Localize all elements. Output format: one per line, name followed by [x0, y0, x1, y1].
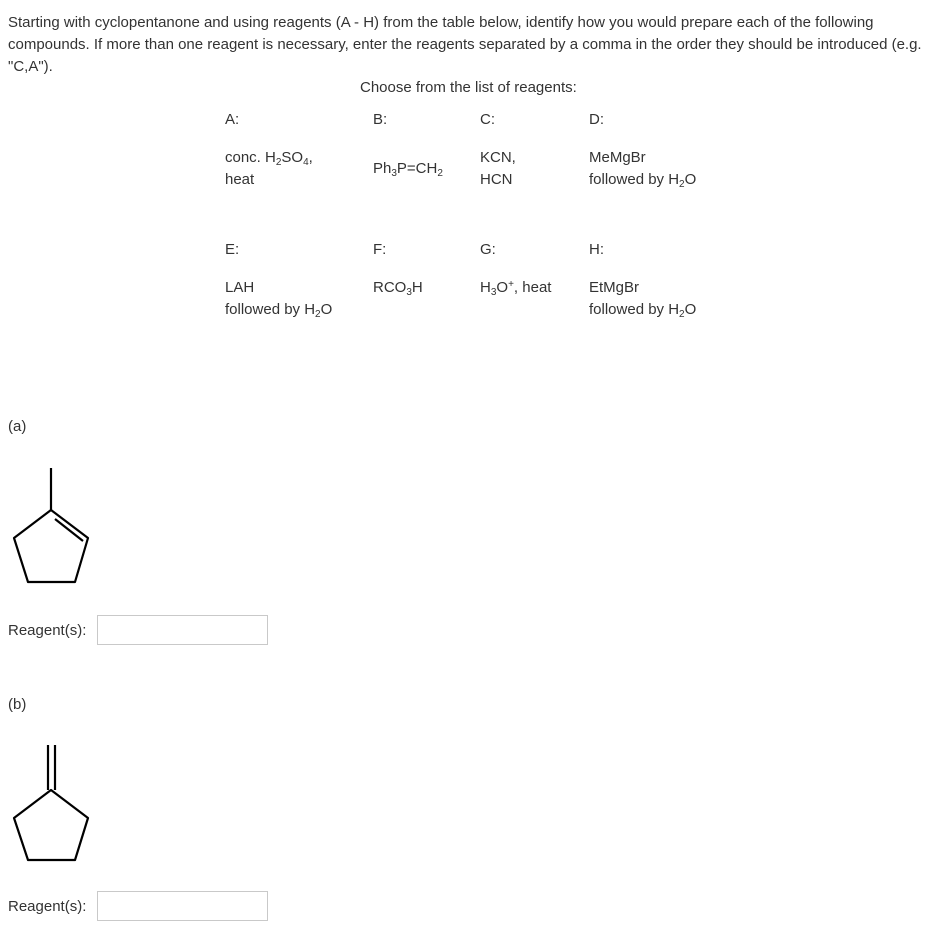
methylenecyclopentane-icon [8, 738, 98, 868]
part-a-reagent-input[interactable] [97, 615, 268, 645]
reagent-c-line2: HCN [480, 171, 513, 188]
reagent-header-f: F: [373, 241, 387, 258]
reagent-d-line2: followed by $H_2O$ [589, 171, 697, 190]
part-b-label: (b) [8, 696, 27, 713]
reagent-header-g: G: [480, 241, 496, 258]
reagent-header-d: D: [589, 111, 604, 128]
reagent-f: $RCO_3H$ [373, 279, 423, 298]
reagent-e-line1: LAH [225, 279, 255, 296]
reagent-header-c: C: [480, 111, 495, 128]
part-a-reagent-label: Reagent(s): [8, 622, 87, 639]
reagent-header-e: E: [225, 241, 240, 258]
part-a-label: (a) [8, 418, 27, 435]
reagent-d [589, 147, 696, 191]
reagent-e-line2: followed by $H_2O$ [225, 301, 333, 320]
reagent-h-line2: followed by $H_2O$ [589, 301, 697, 320]
reagent-b: $Ph_3P=CH_2$ [373, 160, 443, 179]
part-b-reagent-label: Reagent(s): [8, 898, 87, 915]
reagent-table-title: Choose from the list of reagents: [360, 79, 577, 96]
reagent-c [480, 147, 516, 191]
part-b-reagent-input[interactable] [97, 891, 268, 921]
1-methylcyclopentene-icon [8, 460, 98, 590]
reagent-a-line2: heat [225, 171, 255, 188]
reagent-h [589, 277, 696, 321]
reagent-e [225, 277, 332, 321]
reagent-a-line1: conc. $H_2SO_4$, [225, 149, 313, 168]
reagent-header-b: B: [373, 111, 388, 128]
reagent-header-a: A: [225, 111, 240, 128]
reagent-g: $H_3O^+$, heat [480, 279, 552, 298]
reagent-h-line1: EtMgBr [589, 279, 640, 296]
reagent-d-line1: MeMgBr [589, 149, 646, 166]
reagent-c-line1: KCN, [480, 149, 516, 166]
reagent-a [225, 147, 313, 191]
reagent-header-h: H: [589, 241, 604, 258]
instructions-text: Starting with cyclopentanone and using reagents (A - H) from the table below, identify how you would prepare each of the following compounds. If more than one reagent is necessary, enter the reagents separated by a comma in the order they should be introduced (e.g. "C,A"). [8, 14, 922, 75]
